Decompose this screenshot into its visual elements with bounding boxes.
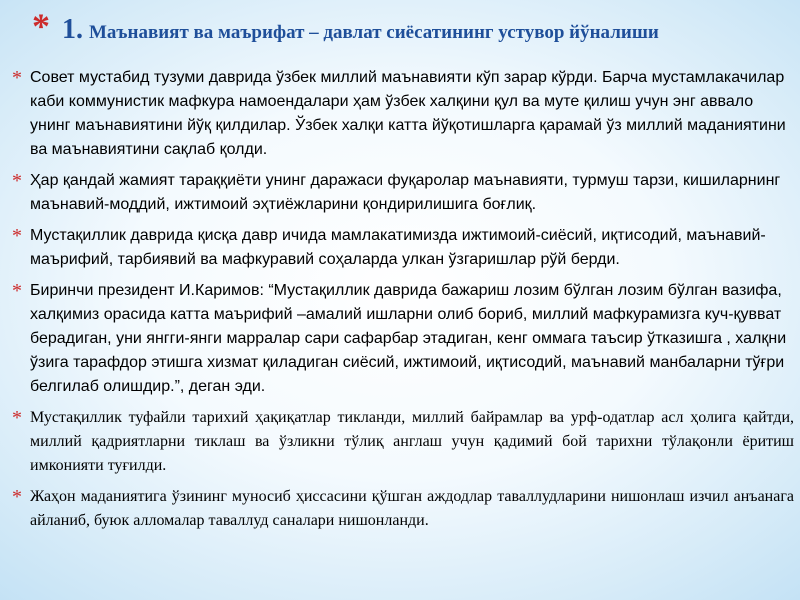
bullet-text: Биринчи президент И.Каримов: “Мустақиллик даврида бажариш лозим бўлган лозим бўлган вазифа, халқимиз орасида катта маърифий –амалий ишларни олиб бориб, миллий мафкурамизга куч-қувват берадиган, уни янгги-янги марралар сари сафарбар этадиган, кенг оммага таъсир ўтказишга , халқни ўзига тарафдор этишга хизмат қиладиган сиёсий, ижтимоий, иқтисодий, маънавий манбаларни тўғри белгилаб олишдир.”, деган эди.: [30, 282, 787, 395]
title-number: 1.: [62, 14, 83, 45]
star-bullet-icon: *: [12, 486, 22, 508]
slide-title: [32, 8, 792, 60]
bullet-text: Ҳар қандай жамият тараққиёти унинг даражаси фуқаролар маънавияти, турмуш тарзи, кишиларнинг маънавий-моддий, ижтимоий эҳтиёжларини қондирилишига боғлиқ.: [30, 172, 781, 213]
bullet-item: [12, 279, 794, 399]
bullet-item: [12, 224, 794, 272]
bullet-item: [12, 485, 794, 533]
star-bullet-icon: *: [12, 170, 22, 192]
bullet-item: [12, 169, 794, 217]
star-bullet-icon: *: [12, 225, 22, 247]
star-bullet-icon: *: [12, 280, 22, 302]
bullet-text: Мустақиллик даврида қисқа давр ичида мамлакатимизда ижтимоий-сиёсий, иқтисодий, маънавий-маърифий, тарбиявий ва мафкуравий соҳаларда улкан ўзгаришлар рўй берди.: [30, 227, 766, 268]
star-bullet-icon: *: [12, 407, 22, 429]
bullet-text: Мустақиллик туфайли тарихий ҳақиқатлар тикланди, миллий байрамлар ва урф-одатлар асл ҳолига қайтди, миллий қадриятларни тиклаш ва ўзликни тўлиқ англаш учун қадимий бой тарихни тўлақонли ёритиш имконияти туғилди.: [30, 409, 794, 474]
star-bullet-icon: *: [32, 6, 50, 46]
bullet-text: Совет мустабид тузуми даврида ўзбек миллий маънавияти кўп зарар кўрди. Барча мустамлакачилар каби коммунистик мафкура намоендалари ҳам ўзбек халқини қул ва муте қилиш учун энг аввало унинг маънавиятини йўқ қилдилар. Ўзбек халқи катта йўқотишларга қарамай ўз миллий маданиятини ва маънавиятини сақлаб қолди.: [30, 69, 786, 158]
bullet-item: [12, 406, 794, 478]
bullet-list: [12, 66, 794, 540]
title-text: Маънавият ва маърифат – давлат сиёсатининг устувор йўналиши: [89, 22, 659, 43]
star-bullet-icon: *: [12, 67, 22, 89]
bullet-text: Жаҳон маданиятига ўзининг муносиб ҳиссасини қўшган аждодлар таваллудларини нишонлаш изчил анъанага айланиб, буюк алломалар таваллуд саналари нишонланди.: [30, 488, 794, 529]
bullet-item: [12, 66, 794, 162]
